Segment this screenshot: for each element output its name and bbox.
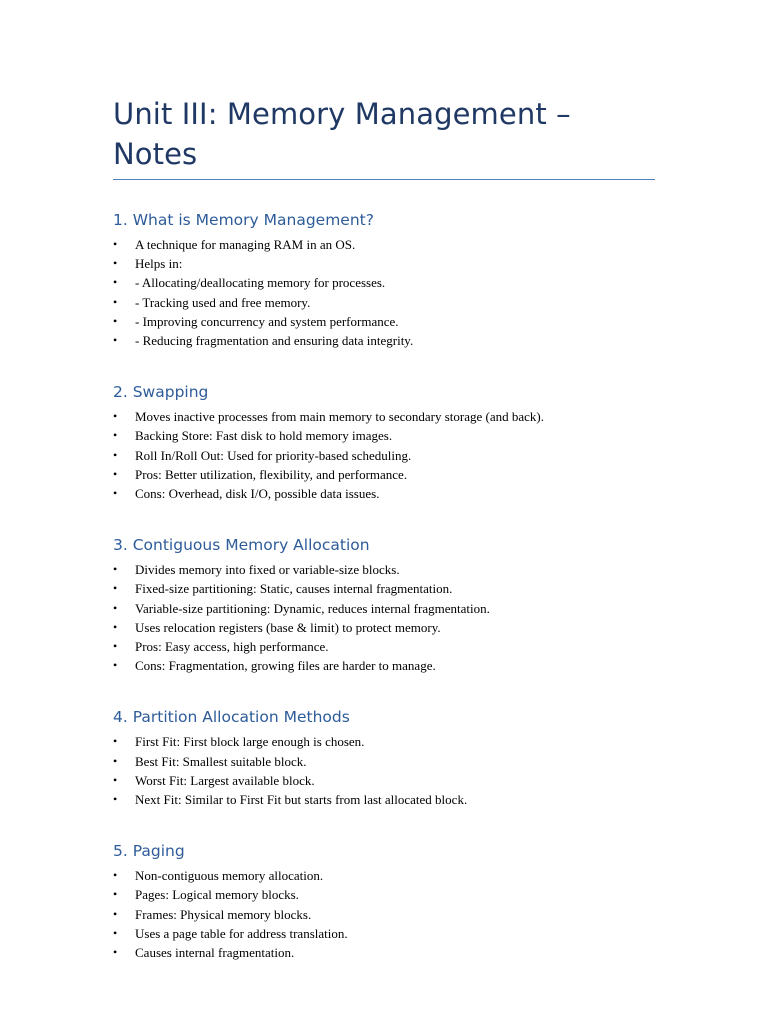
- bullet-icon: •: [113, 409, 118, 424]
- section-5: [113, 841, 655, 962]
- section-heading: 5. Paging: [113, 842, 185, 861]
- list-item-text: Variable-size partitioning: Dynamic, reduces internal fragmentation.: [135, 600, 490, 616]
- bullet-icon: •: [113, 734, 118, 749]
- section-heading: 4. Partition Allocation Methods: [113, 708, 350, 727]
- bullet-icon: •: [113, 333, 118, 348]
- bullet-icon: •: [113, 562, 118, 577]
- list-item-text: Moves inactive processes from main memory to secondary storage (and back).: [135, 409, 545, 425]
- list-item: [113, 407, 655, 426]
- list-item-text: Non-contiguous memory allocation.: [135, 868, 324, 884]
- bullet-icon: •: [113, 945, 118, 960]
- list-item: [113, 599, 655, 618]
- list-item: [113, 293, 655, 312]
- section-3: [113, 535, 655, 675]
- bullet-icon: •: [113, 486, 118, 501]
- bullet-icon: •: [113, 256, 118, 271]
- section-heading: 3. Contiguous Memory Allocation: [113, 536, 370, 555]
- list-item: [113, 885, 655, 904]
- bullet-icon: •: [113, 313, 118, 328]
- list-item: [113, 331, 655, 350]
- bullet-icon: •: [113, 639, 118, 654]
- bullet-icon: •: [113, 792, 118, 807]
- list-item: [113, 426, 655, 445]
- list-item: [113, 254, 655, 273]
- list-item: [113, 771, 655, 790]
- list-item-text: - Tracking used and free memory.: [135, 294, 311, 310]
- list-item-text: A technique for managing RAM in an OS.: [135, 237, 356, 252]
- bullet-list: [113, 732, 655, 809]
- section-heading: 1. What is Memory Management?: [113, 211, 374, 229]
- section-heading: 2. Swapping: [113, 383, 209, 402]
- list-item-text: Uses relocation registers (base & limit) to protect memory.: [135, 619, 441, 635]
- list-item: [113, 637, 655, 656]
- list-item: [113, 656, 655, 675]
- list-item: [113, 579, 655, 598]
- list-item: [113, 790, 655, 809]
- bullet-icon: •: [113, 275, 118, 290]
- bullet-icon: •: [113, 466, 118, 481]
- list-item-text: Fixed-size partitioning: Static, causes internal fragmentation.: [135, 581, 453, 597]
- list-item-text: Roll In/Roll Out: Used for priority-based scheduling.: [135, 447, 412, 463]
- list-item: [113, 484, 655, 503]
- bullet-icon: •: [113, 600, 118, 615]
- bullet-icon: •: [113, 906, 118, 921]
- list-item: [113, 732, 655, 751]
- list-item-text: - Reducing fragmentation and ensuring data integrity.: [135, 333, 414, 349]
- bullet-icon: •: [113, 294, 118, 309]
- list-item: [113, 618, 655, 637]
- list-item: [113, 943, 655, 962]
- bullet-list: [113, 407, 655, 503]
- bullet-list: [113, 560, 655, 675]
- sections-container: [113, 210, 655, 962]
- list-item-text: Pros: Easy access, high performance.: [135, 639, 329, 655]
- bullet-icon: •: [113, 772, 118, 787]
- list-item-text: Worst Fit: Largest available block.: [135, 772, 315, 788]
- title-underline: [113, 179, 655, 180]
- list-item-text: - Improving concurrency and system performance.: [135, 313, 399, 329]
- list-item-text: Best Fit: Smallest suitable block.: [135, 753, 307, 769]
- list-item-text: First Fit: First block large enough is chosen.: [135, 734, 365, 750]
- list-item: [113, 866, 655, 885]
- list-item-text: Pros: Better utilization, flexibility, and performance.: [135, 466, 408, 482]
- document-page: [113, 94, 655, 962]
- bullet-icon: •: [113, 658, 118, 673]
- bullet-icon: •: [113, 925, 118, 940]
- section-1: [113, 210, 655, 350]
- list-item-text: Helps in:: [135, 256, 183, 272]
- list-item-text: - Allocating/deallocating memory for processes.: [135, 275, 386, 291]
- bullet-icon: •: [113, 753, 118, 768]
- list-item-text: Pages: Logical memory blocks.: [135, 887, 299, 903]
- list-item: [113, 560, 655, 579]
- list-item: [113, 905, 655, 924]
- bullet-list: [113, 866, 655, 962]
- list-item-text: Divides memory into fixed or variable-size blocks.: [135, 562, 400, 578]
- list-item: [113, 312, 655, 331]
- list-item: [113, 924, 655, 943]
- bullet-list: [113, 235, 655, 350]
- section-4: [113, 707, 655, 809]
- list-item-text: Uses a page table for address translation.: [135, 925, 348, 941]
- bullet-icon: •: [113, 428, 118, 443]
- section-2: [113, 382, 655, 503]
- bullet-icon: •: [113, 868, 118, 883]
- list-item-text: Frames: Physical memory blocks.: [135, 906, 312, 922]
- page-title: Unit III: Memory Management – Notes: [113, 97, 571, 171]
- list-item-text: Backing Store: Fast disk to hold memory images.: [135, 428, 393, 444]
- list-item-text: Cons: Fragmentation, growing files are harder to manage.: [135, 658, 436, 674]
- bullet-icon: •: [113, 887, 118, 902]
- list-item: [113, 465, 655, 484]
- list-item: [113, 752, 655, 771]
- bullet-icon: •: [113, 237, 118, 251]
- list-item-text: Next Fit: Similar to First Fit but starts from last allocated block.: [135, 792, 468, 808]
- list-item: [113, 273, 655, 292]
- bullet-icon: •: [113, 619, 118, 634]
- bullet-icon: •: [113, 447, 118, 462]
- list-item: [113, 235, 655, 254]
- list-item-text: Causes internal fragmentation.: [135, 945, 295, 961]
- bullet-icon: •: [113, 581, 118, 596]
- list-item-text: Cons: Overhead, disk I/O, possible data issues.: [135, 486, 380, 502]
- list-item: [113, 446, 655, 465]
